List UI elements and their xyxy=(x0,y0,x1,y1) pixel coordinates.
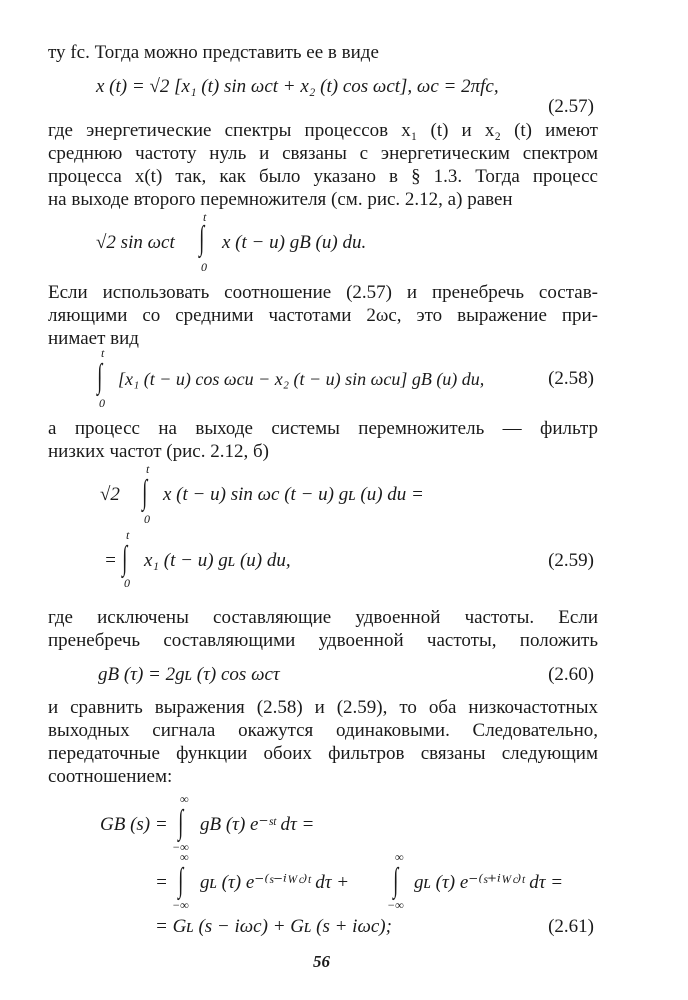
integral-limit: −∞ xyxy=(172,898,189,912)
integral-sign: ∫ xyxy=(122,540,128,577)
text-line: где исключены составляющие удвоенной частоты. Если xyxy=(48,607,598,628)
equation-2-59-line2: x₁ (t − u) gʟ (u) du, xyxy=(144,550,291,571)
text-line: низких частот (рис. 2.12, б) xyxy=(48,441,269,462)
integral-limit: ∞ xyxy=(395,850,404,864)
text-line: и сравнить выражения (2.58) и (2.59), то оба низкочастотных xyxy=(48,697,598,718)
integral-limit: −∞ xyxy=(172,840,189,854)
equation-number: (2.58) xyxy=(548,368,594,389)
integral-limit: ∞ xyxy=(180,850,189,864)
text-line: пренебречь составляющими удвоенной частоты, положить xyxy=(48,630,598,651)
integral-limit: t xyxy=(101,346,105,360)
equation-number: (2.61) xyxy=(548,916,594,937)
text-line: ту fс. Тогда можно представить ее в виде xyxy=(48,42,379,63)
text-line: а процесс на выходе системы перемножитель — фильтр xyxy=(48,418,598,439)
page-number: 56 xyxy=(313,952,330,971)
equation-2-61-line1: gΒ (τ) e⁻ˢᵗ dτ = xyxy=(200,814,315,835)
equation-a-left: √2 sin ωсt xyxy=(96,232,175,253)
equation-2-58: [x₁ (t − u) cos ωсu − x₂ (t − u) sin ωсu] gΒ (u) du, xyxy=(118,369,485,389)
integral-limit: 0 xyxy=(99,396,105,410)
equation-2-59-line1: x (t − u) sin ωс (t − u) gʟ (u) du = xyxy=(163,484,424,505)
integral-limit: −∞ xyxy=(387,898,404,912)
integral-limit: 0 xyxy=(144,512,150,526)
equation-a-right: x (t − u) gΒ (u) du. xyxy=(222,232,367,253)
integral-sign: ∫ xyxy=(178,862,184,899)
equation-2-61-line2a: gʟ (τ) e⁻⁽ˢ⁻ⁱᵂᶜ⁾ᵗ dτ + xyxy=(200,872,350,893)
equation-2-60: gΒ (τ) = 2gʟ (τ) cos ωсτ xyxy=(98,664,280,685)
text-line: передаточные функции обоих фильтров связаны следующим xyxy=(48,743,598,764)
integral-limit: t xyxy=(146,462,150,476)
integral-limit: ∞ xyxy=(180,792,189,806)
text-line: ляющими со средними частотами 2ωс, это выражение при- xyxy=(48,305,598,326)
equation-2-59-eq: = xyxy=(104,550,117,571)
equation-number: (2.59) xyxy=(548,550,594,571)
text-line: Если использовать соотношение (2.57) и пренебречь состав- xyxy=(48,282,598,303)
equation-2-59-left: √2 xyxy=(100,484,120,505)
equation-2-57: x (t) = √2 [x₁ (t) sin ωсt + x₂ (t) cos ωсt], ωс = 2πfс, xyxy=(96,76,499,97)
text-line: на выходе второго перемножителя (см. рис. 2.12, а) равен xyxy=(48,189,513,210)
text-line: соотношением: xyxy=(48,766,173,787)
equation-2-61-line2b: gʟ (τ) e⁻⁽ˢ⁺ⁱᵂᶜ⁾ᵗ dτ = xyxy=(414,872,564,893)
integral-limit: 0 xyxy=(124,576,130,590)
text-line: процесса x(t) так, как было указано в § 1.3. Тогда процесс xyxy=(48,166,598,187)
integral-limit: 0 xyxy=(201,260,207,274)
integral-sign: ∫ xyxy=(393,862,399,899)
integral-sign: ∫ xyxy=(199,220,205,257)
equation-number: (2.57) xyxy=(548,96,594,117)
integral-limit: t xyxy=(203,210,207,224)
equation-number: (2.60) xyxy=(548,664,594,685)
text-line: выходных сигнала окажутся одинаковыми. Следовательно, xyxy=(48,720,598,741)
integral-sign: ∫ xyxy=(97,358,103,395)
text-line: нимает вид xyxy=(48,328,139,349)
integral-limit: t xyxy=(126,528,130,542)
text-line: среднюю частоту нуль и связаны с энергетическим спектром xyxy=(48,143,598,164)
equation-2-61-eq: = xyxy=(155,872,168,893)
text-line: где энергетические спектры процессов x₁ (t) и x₂ (t) имеют xyxy=(48,120,598,141)
integral-sign: ∫ xyxy=(178,804,184,841)
integral-sign: ∫ xyxy=(142,474,148,511)
equation-2-61-left: GΒ (s) = xyxy=(100,814,168,835)
equation-2-61-line3: = Gʟ (s − iωс) + Gʟ (s + iωс); xyxy=(155,916,392,937)
